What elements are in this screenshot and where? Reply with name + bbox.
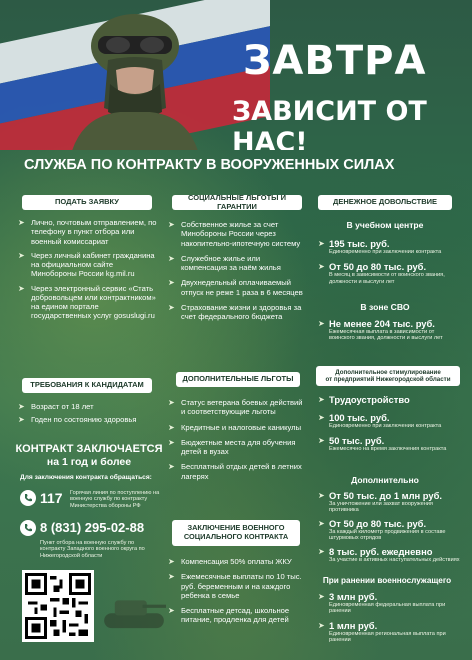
social-contract-header: ЗАКЛЮЧЕНИЕ ВОЕННОГО СОЦИАЛЬНОГО КОНТРАКТА xyxy=(172,520,300,546)
training-title: В учебном центре xyxy=(346,220,424,230)
additional-block xyxy=(318,490,460,563)
phone-hotline-note: Горячая линия по поступлению на военную службу по контракту Министерства обороны РФ xyxy=(70,490,160,509)
requirements-header: ТРЕБОВАНИЯ К КАНДИДАТАМ xyxy=(22,378,152,393)
pay-item: ➤ От 50 тыс. до 1 млн руб. За уничтожение или захват вооружения противника xyxy=(318,490,443,514)
arrow-right-icon: ➤ xyxy=(318,518,325,528)
arrow-right-icon: ➤ xyxy=(168,462,175,472)
arrow-right-icon: ➤ xyxy=(318,491,325,500)
pay-item: ➤ 8 тыс. руб. ежедневно За участие в активных наступательных действиях xyxy=(318,545,460,563)
phone-icon xyxy=(20,490,36,506)
svo-title: В зоне СВО xyxy=(360,302,410,312)
arrow-right-icon: ➤ xyxy=(168,302,175,312)
list-item: ➤ Бюджетные места для обучения детей в вузах xyxy=(168,437,296,456)
pay-item: ➤ Не менее 204 тыс. руб. Ежемесячная выплата в зависимости от воинского звания, должности и выслуги лет xyxy=(318,318,443,342)
soldier-image xyxy=(70,8,200,150)
arrow-right-icon: ➤ xyxy=(168,278,175,288)
phone-selection-point[interactable]: 8 (831) 295-02-88 xyxy=(40,520,145,535)
list-item: ➤ Через электронный сервис «Стать добровольцем или контрактником» на едином портале государственных услуг gosuslugi.ru xyxy=(18,283,156,321)
arrow-right-icon: ➤ xyxy=(318,262,325,272)
arrow-right-icon: ➤ xyxy=(318,413,325,422)
phone-selection-note: Пункт отбора на военную службу по контракту Западного военного округа по Нижегородской области xyxy=(40,540,145,559)
arrow-right-icon: ➤ xyxy=(168,572,175,582)
arrow-right-icon: ➤ xyxy=(168,437,175,447)
pay-item: ➤ 50 тыс. руб. Ежемесячно на время заключения контракта xyxy=(318,435,447,453)
arrow-right-icon: ➤ xyxy=(318,319,325,328)
tank-image xyxy=(102,580,166,640)
arrow-right-icon: ➤ xyxy=(18,250,25,260)
arrow-right-icon: ➤ xyxy=(18,283,25,293)
arrow-right-icon: ➤ xyxy=(168,398,175,407)
arrow-right-icon: ➤ xyxy=(318,620,325,630)
arrow-right-icon: ➤ xyxy=(168,220,175,229)
apply-list xyxy=(18,218,160,326)
arrow-right-icon: ➤ xyxy=(18,415,25,425)
page-subtitle: СЛУЖБА ПО КОНТРАКТУ В ВООРУЖЕННЫХ СИЛАХ xyxy=(24,157,395,173)
list-item: ➤ Через личный кабинет гражданина на официальном сайте Минобороны России kg.mil.ru xyxy=(18,250,155,279)
col2-header: СОЦИАЛЬНЫЕ ЛЬГОТЫ И ГАРАНТИИ xyxy=(172,195,302,210)
wound-block xyxy=(318,591,460,644)
arrow-right-icon: ➤ xyxy=(168,253,175,263)
list-item: ➤ Статус ветерана боевых действий и соответствующие льготы xyxy=(168,398,303,417)
list-item: ➤ Страхование жизни и здоровья за счет федерального бюджета xyxy=(168,302,302,321)
list-item: ➤ Возраст от 18 лет xyxy=(18,402,94,411)
phone-hotline[interactable]: 117 xyxy=(40,490,63,506)
extra-benefits-list xyxy=(168,398,308,486)
arrow-right-icon: ➤ xyxy=(318,395,325,404)
pay-item: ➤ 195 тыс. руб. Единовременно при заключении контракта xyxy=(318,238,442,255)
arrow-right-icon: ➤ xyxy=(168,606,175,615)
pay-item: ➤ Трудоустройство xyxy=(318,394,410,405)
extra-benefits-header: ДОПОЛНИТЕЛЬНЫЕ ЛЬГОТЫ xyxy=(176,372,300,387)
pay-item: ➤ От 50 до 80 тыс. руб. За каждый километр продвижения в составе штурмовых отрядов xyxy=(318,517,446,542)
arrow-right-icon: ➤ xyxy=(18,218,25,227)
wound-title: При ранении военнослужащего xyxy=(322,576,452,585)
arrow-right-icon: ➤ xyxy=(318,546,325,556)
arrow-right-icon: ➤ xyxy=(168,422,175,432)
arrow-right-icon: ➤ xyxy=(18,402,25,411)
phone-icon xyxy=(20,520,36,536)
list-item: ➤ Лично, почтовым отправлением, по телефону в пункт отбора или военный комиссариат xyxy=(18,218,157,246)
arrow-right-icon: ➤ xyxy=(168,557,175,566)
list-item: ➤ Годен по состоянию здоровья xyxy=(18,415,137,425)
pay-item: ➤ 100 тыс. руб. Единовременно при заключении контракта xyxy=(318,412,442,429)
qr-code-icon[interactable] xyxy=(22,570,94,642)
pay-item: ➤ 3 млн руб. Единовременная федеральная выплата при ранении xyxy=(318,591,446,615)
arrow-right-icon: ➤ xyxy=(318,239,325,248)
stimulation-header: Дополнительное стимулирование от предприятий Нижегородской области xyxy=(316,366,460,386)
list-item: ➤ Ежемесячные выплаты по 10 тыс. руб. беременным и на каждого ребенка в семье xyxy=(168,572,302,600)
page-title-second-line: ЗАВИСИТ ОТ НАС! xyxy=(232,96,427,150)
list-item: ➤ Бесплатные детсад, школьное питание, продленка для детей xyxy=(168,606,290,625)
contract-heading: КОНТРАКТ ЗАКЛЮЧАЕТСЯ xyxy=(15,443,163,455)
svo-block xyxy=(318,318,460,342)
list-item: ➤ Компенсация 50% оплаты ЖКУ xyxy=(168,557,292,566)
col3-header: ДЕНЕЖНОЕ ДОВОЛЬСТВИЕ xyxy=(318,195,452,210)
training-block xyxy=(318,238,458,285)
contact-label: Для заключения контракта обращаться: xyxy=(20,474,152,481)
list-item: ➤ Кредитные и налоговые каникулы xyxy=(168,422,302,432)
requirements-list xyxy=(18,402,168,430)
page-title: ЗАВТРА xyxy=(243,38,427,84)
pay-item: ➤ От 50 до 80 тыс. руб. В месяц в зависимости от воинского звания, должности и выслуги лет xyxy=(318,261,445,285)
social-contract-list xyxy=(168,557,310,630)
top-banner xyxy=(0,0,472,150)
col1-header: ПОДАТЬ ЗАЯВКУ xyxy=(22,195,152,210)
list-item: ➤ Двухнедельный оплачиваемый отпуск не реже 1 раза в 6 месяцев xyxy=(168,278,303,297)
pay-item: ➤ 1 млн руб. Единовременная региональная выплата при ранении xyxy=(318,619,446,644)
contract-duration: на 1 год и более xyxy=(46,456,132,468)
list-item: ➤ Служебное жилье или компенсация за наём жилья xyxy=(168,253,281,272)
additional-title: Дополнительно xyxy=(351,475,419,485)
stimulation-block xyxy=(318,394,460,453)
arrow-right-icon: ➤ xyxy=(318,592,325,601)
social-list xyxy=(168,220,308,326)
list-item: ➤ Бесплатный отдых детей в летних лагерях xyxy=(168,462,302,481)
arrow-right-icon: ➤ xyxy=(318,436,325,446)
list-item: ➤ Собственное жилье за счет Минобороны России через накопительно-ипотечную систему xyxy=(168,220,301,248)
